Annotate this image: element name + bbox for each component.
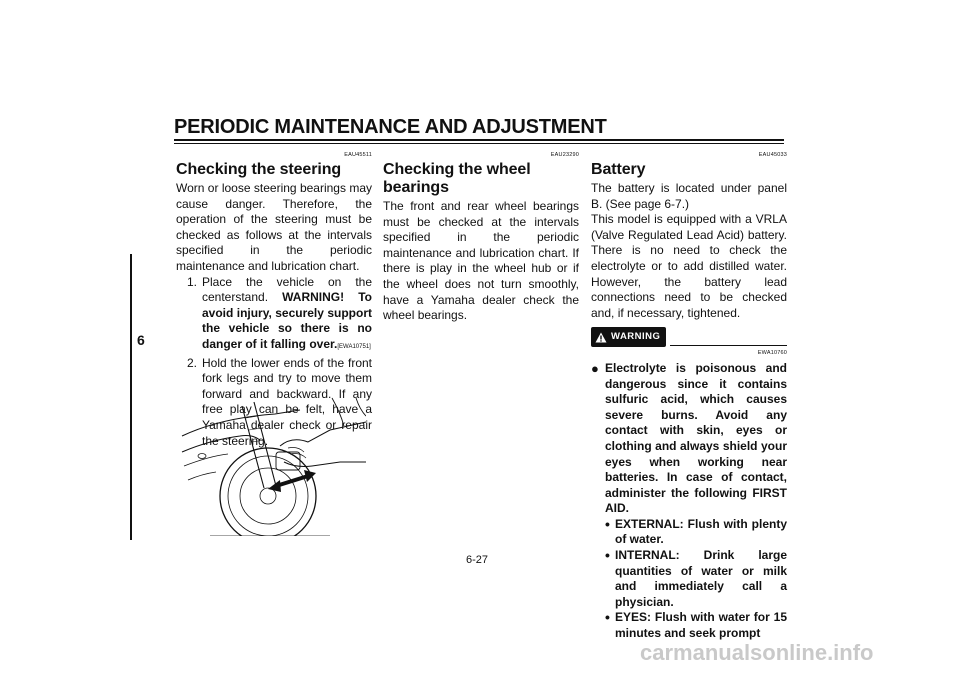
section-code: EAU45511	[344, 152, 372, 158]
header-rule-thin	[174, 143, 784, 144]
battery-location: The battery is located under panel B. (See page 6-7.)	[591, 181, 787, 211]
warning-rule	[670, 345, 787, 346]
column-wheel-bearings	[383, 151, 579, 324]
section-heading-steering: Checking the steering	[176, 161, 342, 178]
sub-bullet-dot: •	[605, 515, 610, 532]
step-text	[202, 275, 372, 356]
warning-bullet	[591, 361, 787, 517]
wheel-bearings-text: The front and rear wheel bearings must be checked at the intervals specified in the periodic maintenance and lubrication chart. If there is play in the wheel hub or if the wheel does not turn smoothly, have a Yamaha dealer check the wheel bearings.	[383, 199, 579, 323]
chapter-tab	[130, 254, 152, 540]
section-code: EAU23290	[550, 152, 579, 158]
warning-code: EWA10760	[757, 349, 787, 356]
sub-bullet-dot: •	[605, 547, 610, 564]
first-aid-external	[605, 517, 787, 548]
first-aid-eyes	[605, 610, 787, 641]
step-1	[176, 275, 372, 356]
first-aid-external-text: EXTERNAL: Flush with plenty of water.	[615, 516, 787, 547]
page-number: 6-27	[466, 554, 489, 566]
column-battery	[591, 151, 787, 642]
warning-bullet-text: Electrolyte is poisonous and dangerous since it contains sulfuric acid, which causes severe burns. Avoid any contact with skin, eyes or clothing and always shield your eyes when working near batteries. In case of contact, administer the following FIRST AID.	[605, 360, 787, 516]
step-1-warning: WARNING! To avoid injury, securely support the vehicle so there is no danger of it falling over.	[202, 290, 372, 351]
first-aid-eyes-text: EYES: Flush with water for 15 minutes and seek prompt	[615, 610, 787, 641]
warning-header	[591, 327, 787, 347]
header-rule	[174, 139, 784, 141]
steering-check-illustration	[180, 396, 366, 536]
step-1-text: Place the vehicle on the centerstand.	[202, 274, 372, 305]
battery-description: This model is equipped with a VRLA (Valve Regulated Lead Acid) battery. There is no need to check the electrolyte or to add distilled water. However, the battery lead connections need to be checked and, if necessary, tightened.	[591, 212, 787, 320]
section-code: EAU45033	[758, 152, 787, 158]
steering-intro: Worn or loose steering bearings may cause danger. Therefore, the operation of the steering must be checked as follows at the intervals specified in the periodic maintenance and lubrication chart.	[176, 181, 372, 273]
warning-label: WARNING	[611, 331, 661, 343]
sub-bullet-dot: •	[605, 609, 610, 626]
section-heading-wheel-bearings: Checking the wheel bearings	[383, 161, 531, 196]
chapter-number: 6	[137, 332, 145, 348]
first-aid-internal-text: INTERNAL: Drink large quantities of water or milk and immediately call a physician.	[615, 548, 787, 609]
section-heading-battery: Battery	[591, 161, 646, 178]
first-aid-internal	[605, 548, 787, 610]
page-header-title: PERIODIC MAINTENANCE AND ADJUSTMENT	[174, 116, 607, 138]
step-number: 1.	[186, 274, 197, 289]
warning-badge	[591, 327, 666, 347]
step-1-code: [EWA10751]	[337, 343, 371, 350]
step-2-text: Hold the lower ends of the front fork legs and try to move them forward and backward. If any free play can be felt, have a Yamaha dealer check or repair the steering.	[202, 355, 372, 448]
bullet-dot: ●	[591, 360, 599, 376]
step-number: 2.	[186, 355, 197, 370]
watermark-url: carmanualsonline.info	[640, 640, 874, 665]
warning-triangle-icon	[595, 332, 607, 343]
